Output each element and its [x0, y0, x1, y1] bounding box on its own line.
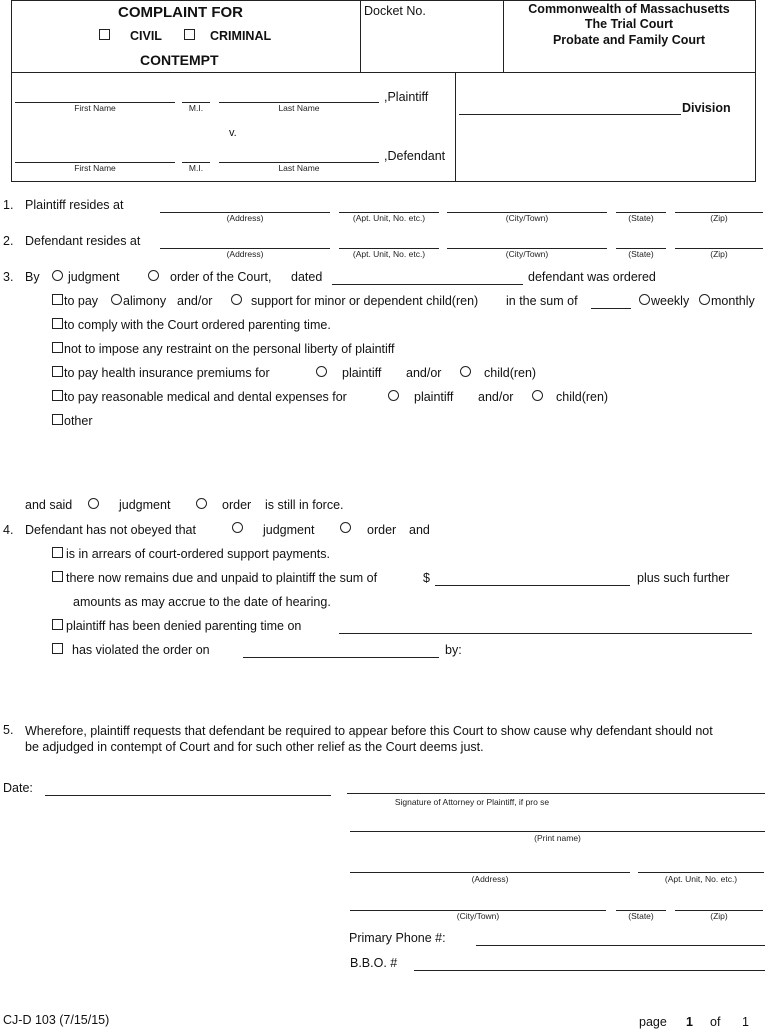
- plaintiff-first-name-caption: First Name: [74, 103, 116, 113]
- item3-date-field[interactable]: [332, 284, 523, 285]
- form-title-line1: COMPLAINT FOR: [118, 4, 243, 21]
- item4-order-label: order: [367, 523, 397, 537]
- remains-checkbox[interactable]: [52, 571, 63, 582]
- item4-order-radio[interactable]: [340, 522, 351, 533]
- plaintiff-state-caption: (State): [628, 213, 654, 223]
- item3-dated-label: dated: [291, 270, 323, 284]
- weekly-radio[interactable]: [639, 294, 650, 305]
- other-checkbox[interactable]: [52, 414, 63, 425]
- item4-and-label: and: [409, 523, 430, 537]
- remains-label: there now remains due and unpaid to plaintiff the sum of: [66, 571, 378, 585]
- bbo-label: B.B.O. #: [350, 956, 398, 970]
- other-label: other: [64, 414, 93, 428]
- and-said-label: and said: [25, 498, 73, 512]
- insurance-andor-label: and/or: [406, 366, 442, 380]
- sig-apt-field[interactable]: [638, 872, 764, 873]
- item3-judgment-radio[interactable]: [52, 270, 63, 281]
- docket-label: Docket No.: [364, 4, 426, 18]
- item5-line1: Wherefore, plaintiff requests that defendant be required to appear before this Court to show cause why defendant should not: [25, 724, 713, 738]
- sum-of-label: in the sum of: [506, 294, 578, 308]
- defendant-apt-caption: (Apt. Unit, No. etc.): [352, 249, 426, 259]
- form-id: CJ-D 103 (7/15/15): [3, 1013, 110, 1027]
- item2-number: 2.: [3, 234, 14, 248]
- weekly-label: weekly: [651, 294, 690, 308]
- restraint-checkbox[interactable]: [52, 342, 63, 353]
- court-line3: Probate and Family Court: [552, 33, 706, 47]
- and-said-judgment-label: judgment: [119, 498, 171, 512]
- plaintiff-apt-caption: (Apt. Unit, No. etc.): [352, 213, 426, 223]
- insurance-children-radio[interactable]: [460, 366, 471, 377]
- monthly-radio[interactable]: [699, 294, 710, 305]
- item3-judgment-label: judgment: [68, 270, 120, 284]
- item3-by: By: [25, 270, 40, 284]
- defendant-address-caption: (Address): [226, 249, 264, 259]
- sig-apt-caption: (Apt. Unit, No. etc.): [664, 874, 738, 884]
- item1-text: Plaintiff resides at: [25, 198, 124, 212]
- print-name-caption: (Print name): [534, 833, 581, 843]
- defendant-label: ,Defendant: [384, 149, 446, 163]
- bbo-field[interactable]: [414, 970, 765, 971]
- date-label: Date:: [3, 781, 33, 795]
- defendant-mi-caption: M.I.: [188, 163, 204, 173]
- criminal-checkbox[interactable]: [184, 29, 195, 40]
- medical-checkbox[interactable]: [52, 390, 63, 401]
- to-pay-checkbox[interactable]: [52, 294, 63, 305]
- insurance-checkbox[interactable]: [52, 366, 63, 377]
- support-label: support for minor or dependent child(ren): [251, 294, 479, 308]
- sig-state-caption: (State): [628, 911, 654, 921]
- defendant-zip-caption: (Zip): [710, 249, 728, 259]
- item2-text: Defendant resides at: [25, 234, 141, 248]
- medical-plaintiff-label: plaintiff: [414, 390, 454, 404]
- criminal-label: CRIMINAL: [210, 29, 272, 43]
- item4-text: Defendant has not obeyed that: [25, 523, 196, 537]
- support-radio[interactable]: [231, 294, 242, 305]
- court-line2: The Trial Court: [584, 17, 674, 31]
- header-vdivider-3: [455, 72, 456, 182]
- civil-checkbox[interactable]: [99, 29, 110, 40]
- item4-judgment-label: judgment: [263, 523, 315, 537]
- medical-children-radio[interactable]: [532, 390, 543, 401]
- sig-zip-caption: (Zip): [710, 911, 728, 921]
- violated-date-field[interactable]: [243, 657, 439, 658]
- alimony-label: alimony: [123, 294, 167, 308]
- and-said-judgment-radio[interactable]: [88, 498, 99, 509]
- item3-order-radio[interactable]: [148, 270, 159, 281]
- alimony-andor-label: and/or: [177, 294, 213, 308]
- in-force-label: is still in force.: [265, 498, 344, 512]
- defendant-last-name-caption: Last Name: [278, 163, 320, 173]
- header-divider: [11, 72, 756, 73]
- print-name-field[interactable]: [350, 831, 765, 832]
- arrears-checkbox[interactable]: [52, 547, 63, 558]
- dollar-sign: $: [423, 571, 430, 585]
- monthly-label: monthly: [711, 294, 755, 308]
- item4-number: 4.: [3, 523, 14, 537]
- denied-checkbox[interactable]: [52, 619, 63, 630]
- item3-ordered-label: defendant was ordered: [528, 270, 656, 284]
- plaintiff-mi-caption: M.I.: [188, 103, 204, 113]
- defendant-first-name-caption: First Name: [74, 163, 116, 173]
- item5-number: 5.: [3, 723, 14, 737]
- item3-order-label: order of the Court,: [170, 270, 272, 284]
- item5-line2: be adjudged in contempt of Court and for such other relief as the Court deems just.: [25, 740, 484, 754]
- date-field[interactable]: [45, 795, 331, 796]
- medical-children-label: child(ren): [556, 390, 609, 404]
- violated-checkbox[interactable]: [52, 643, 63, 654]
- page-label: page: [639, 1015, 667, 1029]
- sig-address-caption: (Address): [471, 874, 509, 884]
- sig-address-field[interactable]: [350, 872, 630, 873]
- to-pay-label: to pay: [64, 294, 99, 308]
- and-said-order-radio[interactable]: [196, 498, 207, 509]
- restraint-label: not to impose any restraint on the personal liberty of plaintiff: [64, 342, 395, 356]
- amounts-label: amounts as may accrue to the date of hearing.: [73, 595, 331, 609]
- denied-field[interactable]: [339, 633, 752, 634]
- parenting-label: to comply with the Court ordered parenting time.: [64, 318, 331, 332]
- signature-field[interactable]: [347, 793, 765, 794]
- defendant-state-caption: (State): [628, 249, 654, 259]
- medical-label: to pay reasonable medical and dental expenses for: [64, 390, 347, 404]
- page-number: 1: [686, 1015, 693, 1029]
- and-said-order-label: order: [222, 498, 252, 512]
- plaintiff-label: ,Plaintiff: [384, 90, 429, 104]
- plaintiff-address-caption: (Address): [226, 213, 264, 223]
- plus-further-label: plus such further: [637, 571, 730, 585]
- sig-city-caption: (City/Town): [456, 911, 500, 921]
- insurance-children-label: child(ren): [484, 366, 537, 380]
- header-vdivider-1: [360, 0, 361, 72]
- defendant-city-caption: (City/Town): [505, 249, 549, 259]
- violated-label: has violated the order on: [72, 643, 210, 657]
- insurance-plaintiff-radio[interactable]: [316, 366, 327, 377]
- medical-plaintiff-radio[interactable]: [388, 390, 399, 401]
- phone-label: Primary Phone #:: [349, 931, 446, 945]
- item3-number: 3.: [3, 270, 14, 284]
- plaintiff-zip-caption: (Zip): [710, 213, 728, 223]
- parenting-checkbox[interactable]: [52, 318, 63, 329]
- amount-field[interactable]: [435, 585, 630, 586]
- insurance-plaintiff-label: plaintiff: [342, 366, 382, 380]
- alimony-radio[interactable]: [111, 294, 122, 305]
- arrears-label: is in arrears of court-ordered support payments.: [66, 547, 331, 561]
- civil-label: CIVIL: [130, 29, 162, 43]
- plaintiff-last-name-caption: Last Name: [278, 103, 320, 113]
- plaintiff-city-caption: (City/Town): [505, 213, 549, 223]
- sum-field[interactable]: [591, 308, 631, 309]
- insurance-label: to pay health insurance premiums for: [64, 366, 270, 380]
- phone-field[interactable]: [476, 945, 765, 946]
- form-title-line2: CONTEMPT: [140, 52, 219, 68]
- court-line1: Commonwealth of Massachusetts: [528, 2, 730, 16]
- denied-label: plaintiff has been denied parenting time on: [66, 619, 302, 633]
- of-label: of: [710, 1015, 721, 1029]
- page-total: 1: [742, 1015, 749, 1029]
- division-field[interactable]: [459, 114, 681, 115]
- medical-andor-label: and/or: [478, 390, 514, 404]
- versus-label: v.: [229, 127, 237, 139]
- signature-caption: Signature of Attorney or Plaintiff, if pro se: [394, 797, 550, 807]
- violated-by-label: by:: [445, 643, 462, 657]
- item4-judgment-radio[interactable]: [232, 522, 243, 533]
- division-label: Division: [682, 101, 731, 115]
- item1-number: 1.: [3, 198, 14, 212]
